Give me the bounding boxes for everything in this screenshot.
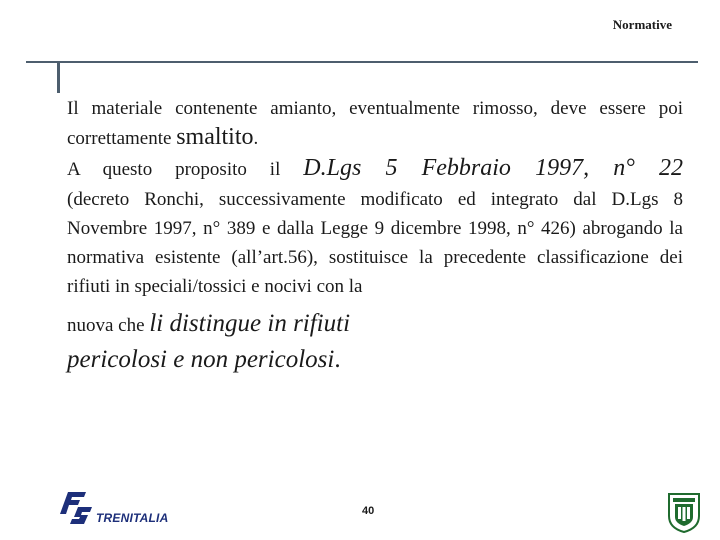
paragraph-1	[67, 94, 683, 153]
p3-end: .	[334, 346, 341, 373]
slide-body	[67, 94, 683, 379]
p3-emphasis-2: pericolosi e non pericolosi	[67, 346, 335, 373]
paragraph-2-body: (decreto Ronchi, successivamente modificato ed integrato dal D.Lgs 8 Novembre 1997, n° 389 e dalla Legge 9 dicembre 1998, n° 426) abrogando la normativa esistente (all’art.56), sostituisce la precedente classificazione dei rifiuti in speciali/tossici e nocivi con la	[67, 189, 683, 297]
p1-end: .	[253, 128, 259, 149]
p1-text: Il materiale contenente amianto, eventualmente rimosso, deve essere poi correttamente	[67, 98, 683, 149]
trenitalia-logo	[58, 489, 188, 529]
p3-text: nuova che	[67, 315, 150, 336]
university-crest-icon	[665, 490, 703, 534]
section-label: Normative	[612, 17, 672, 32]
paragraph-3	[67, 307, 683, 379]
paragraph-2-lead	[67, 154, 683, 184]
header-rule	[26, 61, 698, 63]
p2-emphasis: D.Lgs 5 Febbraio 1997, n° 22	[303, 155, 684, 181]
p2-text: A questo proposito il	[67, 159, 304, 180]
p3-emphasis-1: li distingue in rifiuti	[149, 310, 351, 337]
p1-emphasis: smaltito	[176, 124, 254, 150]
trenitalia-logo-text: TRENITALIA	[96, 511, 169, 525]
header-rule-vertical	[57, 61, 60, 93]
page-number: 40	[362, 505, 375, 517]
fs-trenitalia-logo-icon	[58, 489, 94, 525]
